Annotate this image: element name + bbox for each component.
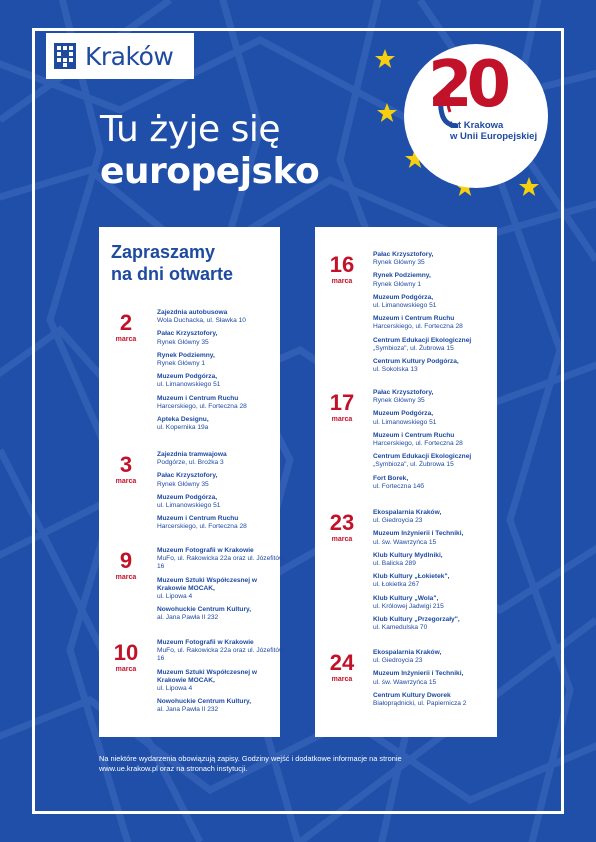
- venue-name: Muzeum Sztuki Współczesnej w Krakowie MOCAK,: [157, 668, 258, 684]
- venue-address: Harcerskiego, ul. Forteczna 28: [157, 523, 247, 531]
- event-list: [373, 389, 501, 496]
- venue-address: ul. Limanowskiego 51: [157, 381, 221, 389]
- venue-address: ul. Sokolska 13: [373, 366, 418, 374]
- headline-line1: Tu żyje się: [100, 109, 280, 150]
- event-list: [157, 309, 285, 437]
- event-day-number: 17: [329, 390, 355, 415]
- event-month: marca: [115, 574, 137, 581]
- venue-name: Ekospalarnia Kraków,: [373, 509, 442, 516]
- venue-name: Pałac Krzysztofory,: [373, 251, 434, 258]
- event-item: [373, 389, 501, 405]
- venue-address: ul. Łokietka 267: [373, 581, 420, 589]
- venue-name: Pałac Krzysztofory,: [373, 389, 434, 396]
- event-list: [157, 451, 285, 537]
- event-date: [105, 549, 147, 582]
- event-item: [373, 670, 501, 686]
- venue-address: Rynek Główny 1: [157, 360, 206, 368]
- venue-address: Rynek Główny 35: [373, 259, 425, 267]
- event-item: [157, 395, 285, 411]
- venue-name: Muzeum i Centrum Ruchu: [157, 515, 239, 523]
- event-item: [373, 552, 501, 568]
- venue-address: ul. Kopernika 19a: [157, 424, 209, 432]
- venue-name: Nowohuckie Centrum Kultury,: [157, 606, 252, 614]
- event-item: [373, 272, 501, 288]
- venue-address: ul. Kamedulska 70: [373, 624, 428, 632]
- venue-name: Nowohuckie Centrum Kultury,: [157, 698, 252, 706]
- venue-address: MuFo, ul. Rakowicka 22a oraz ul. Józefitów 16: [157, 555, 284, 571]
- event-date: [105, 311, 147, 344]
- venue-address: „Symbioza", ul. Żubrowa 15: [373, 461, 454, 469]
- venue-name: Klub Kultury „Łokietek",: [373, 573, 450, 581]
- event-item: [373, 358, 501, 374]
- venue-address: Rynek Główny 35: [373, 397, 425, 405]
- event-month: marca: [331, 676, 353, 683]
- venue-address: Harcerskiego, ul. Forteczna 28: [157, 402, 247, 410]
- venue-address: ul. Giedroycia 23: [373, 657, 423, 665]
- venue-address: Harcerskiego, ul. Forteczna 28: [373, 440, 463, 448]
- event-date: [105, 453, 147, 486]
- event-item: [373, 649, 501, 665]
- schedule-card-right: [315, 227, 497, 737]
- event-day-number: 24: [329, 650, 355, 675]
- event-item: [373, 294, 501, 310]
- event-item: [157, 698, 285, 714]
- event-list: [157, 547, 285, 628]
- venue-address: ul. św. Wawrzyńca 15: [373, 538, 437, 546]
- event-item: [157, 547, 285, 572]
- schedule-card-left: [99, 227, 284, 737]
- venue-name: Muzeum Podgórza,: [157, 373, 218, 381]
- event-date: [105, 641, 147, 674]
- event-item: [373, 595, 501, 611]
- event-item: [373, 509, 501, 525]
- venue-address: al. Jana Pawła II 232: [157, 614, 219, 622]
- anniversary-badge: [398, 38, 558, 198]
- venue-name: Muzeum Inżynierii i Techniki,: [373, 670, 464, 678]
- event-month: marca: [331, 536, 353, 543]
- venue-address: ul. Limanowskiego 51: [157, 502, 221, 510]
- event-item: [157, 577, 285, 602]
- event-month: marca: [115, 478, 137, 485]
- event-item: [373, 453, 501, 469]
- venue-address: ul. Balicka 289: [373, 560, 416, 568]
- event-day-number: 9: [119, 548, 133, 573]
- event-day-number: 16: [329, 252, 355, 277]
- venue-name: Klub Kultury Mydlniki,: [373, 551, 443, 559]
- venue-address: „Symbioza", ul. Żubrowa 15: [373, 344, 454, 352]
- venue-name: Muzeum Podgórza,: [373, 410, 434, 418]
- event-item: [157, 352, 285, 368]
- headline: [100, 110, 319, 194]
- footnote: Na niektóre wydarzenia obowiązują zapisy. Godziny wejść i dodatkowe informacje na stronie www.ue.krakow.pl oraz na stronach instytucji.: [99, 754, 402, 773]
- venue-address: Rynek Główny 1: [373, 280, 422, 288]
- venue-name: Muzeum Podgórza,: [157, 493, 218, 501]
- venue-address: ul. Królowej Jadwigi 215: [373, 602, 444, 610]
- event-item: [157, 330, 285, 346]
- venue-name: Centrum Edukacji Ekologicznej: [373, 336, 472, 344]
- event-day-number: 23: [329, 510, 355, 535]
- krakow-emblem-icon: [54, 43, 76, 69]
- venue-name: Klub Kultury „Przegorzały",: [373, 616, 460, 624]
- venue-address: Podgórze, ul. Brożka 3: [157, 459, 224, 467]
- venue-address: MuFo, ul. Rakowicka 22a oraz ul. Józefitów 16: [157, 647, 284, 663]
- event-item: [373, 251, 501, 267]
- venue-address: Harcerskiego, ul. Forteczna 28: [373, 323, 463, 331]
- venue-name: Zajezdnia autobusowa: [157, 309, 228, 316]
- event-item: [373, 475, 501, 491]
- event-item: [157, 515, 285, 531]
- event-day-number: 3: [119, 452, 133, 477]
- event-date: [321, 391, 363, 424]
- event-list: [373, 251, 501, 379]
- event-item: [157, 309, 285, 325]
- event-day-number: 10: [113, 640, 139, 665]
- venue-name: Centrum Kultury Dworek: [373, 691, 451, 699]
- venue-name: Pałac Krzysztofory,: [157, 472, 218, 480]
- event-item: [373, 315, 501, 331]
- event-month: marca: [115, 666, 137, 673]
- venue-address: ul. Limanowskiego 51: [373, 418, 437, 426]
- venue-address: ul. Limanowskiego 51: [373, 302, 437, 310]
- event-item: [373, 410, 501, 426]
- badge-caption: lat Krakowa w Unii Europejskiej: [450, 120, 538, 142]
- venue-name: Rynek Podziemny,: [157, 351, 215, 359]
- venue-address: Białoprądnicki, ul. Papiernicza 2: [373, 700, 467, 708]
- event-date: [321, 651, 363, 684]
- krakow-logo: [46, 33, 194, 79]
- venue-name: Muzeum Fotografii w Krakowie: [157, 639, 254, 646]
- event-item: [157, 373, 285, 389]
- event-date: [321, 511, 363, 544]
- event-month: marca: [115, 336, 137, 343]
- venue-address: Rynek Główny 35: [157, 338, 209, 346]
- eu-star-icon: [374, 48, 396, 70]
- venue-name: Pałac Krzysztofory,: [157, 330, 218, 338]
- event-item: [157, 416, 285, 432]
- venue-name: Fort Borek,: [373, 474, 409, 482]
- venue-name: Muzeum Sztuki Współczesnej w Krakowie MOCAK,: [157, 576, 258, 592]
- venue-name: Ekospalarnia Kraków,: [373, 649, 442, 656]
- event-item: [157, 494, 285, 510]
- venue-name: Zajezdnia tramwajowa: [157, 451, 227, 458]
- event-item: [157, 639, 285, 664]
- event-item: [373, 337, 501, 353]
- venue-name: Muzeum Inżynierii i Techniki,: [373, 530, 464, 538]
- venue-name: Centrum Kultury Podgórza,: [373, 358, 459, 366]
- event-list: [373, 509, 501, 637]
- venue-address: ul. Lipowa 4: [157, 593, 193, 601]
- venue-address: Wola Duchacka, ul. Sławka 10: [157, 317, 246, 325]
- event-day-number: 2: [119, 310, 133, 335]
- event-list: [157, 639, 285, 720]
- event-item: [373, 432, 501, 448]
- venue-address: ul. Giedroycia 23: [373, 517, 423, 525]
- brand-name: Kraków: [85, 41, 174, 71]
- event-item: [373, 616, 501, 632]
- venue-name: Apteka Designu,: [157, 416, 209, 424]
- venue-address: ul. Forteczna 14б: [373, 482, 425, 490]
- venue-name: Muzeum i Centrum Ruchu: [157, 394, 239, 402]
- venue-name: Muzeum i Centrum Ruchu: [373, 431, 455, 439]
- event-item: [157, 451, 285, 467]
- event-item: [157, 472, 285, 488]
- headline-line2: europejsko: [100, 151, 320, 192]
- venue-name: Muzeum Fotografii w Krakowie: [157, 547, 254, 554]
- intro-title: Zapraszamy na dni otwarte: [111, 242, 234, 284]
- event-list: [373, 649, 501, 713]
- venue-address: ul. św. Wawrzyńca 15: [373, 678, 437, 686]
- venue-address: Rynek Główny 35: [157, 480, 209, 488]
- event-item: [373, 573, 501, 589]
- venue-name: Rynek Podziemny,: [373, 272, 431, 280]
- venue-address: ul. Lipowa 4: [157, 685, 193, 693]
- venue-name: Centrum Edukacji Ekologicznej: [373, 453, 472, 461]
- venue-name: Klub Kultury „Wola",: [373, 594, 439, 602]
- event-item: [157, 606, 285, 622]
- event-item: [373, 692, 501, 708]
- event-month: marca: [331, 416, 353, 423]
- badge-number: 20: [428, 48, 506, 122]
- event-item: [157, 669, 285, 694]
- eu-star-icon: [376, 102, 398, 124]
- event-date: [321, 253, 363, 286]
- venue-address: al. Jana Pawła II 232: [157, 706, 219, 714]
- venue-name: Muzeum i Centrum Ruchu: [373, 315, 455, 323]
- event-item: [373, 530, 501, 546]
- venue-name: Muzeum Podgórza,: [373, 293, 434, 301]
- event-month: marca: [331, 278, 353, 285]
